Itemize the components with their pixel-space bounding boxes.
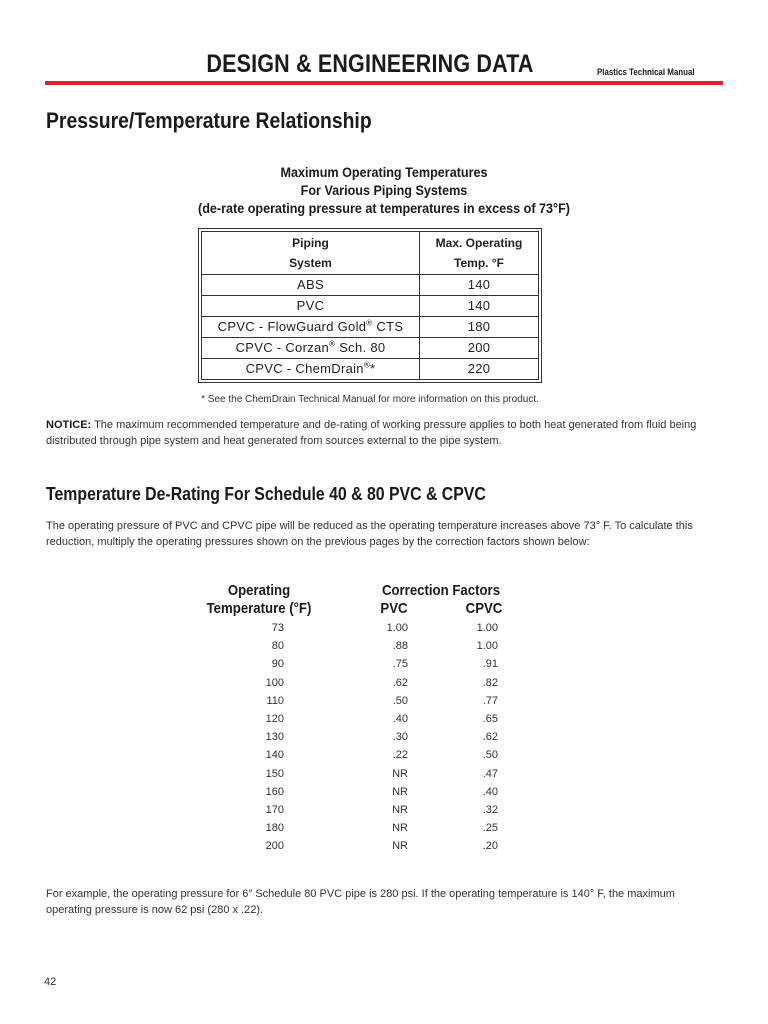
table-row (202, 338, 538, 359)
max-temp-cell: 180 (420, 317, 538, 338)
temperature-cell: 120 (265, 712, 284, 725)
list-item (0, 710, 768, 728)
table-row (202, 317, 538, 338)
max-temp-cell: 140 (420, 296, 538, 317)
notice-paragraph (46, 417, 722, 449)
example-paragraph: For example, the operating pressure for 6″ Schedule 80 PVC pipe is 280 psi. If the operating temperature is 140° F, the maximum operating pressure is now 62 psi (280 x .22). (46, 888, 675, 916)
page-number: 42 (44, 976, 57, 988)
cpvc-factor-cell: .32 (482, 803, 498, 816)
temperature-cell: 200 (265, 840, 284, 853)
table-row (202, 296, 538, 317)
temperature-cell: 180 (265, 822, 284, 835)
pvc-factor-cell: .40 (392, 712, 408, 725)
pvc-factor-cell: .22 (392, 749, 408, 762)
table-heading-line1: Maximum Operating Temperatures (280, 164, 488, 180)
pvc-factor-cell: NR (392, 785, 408, 798)
temperature-cell: 160 (265, 785, 284, 798)
temperature-cell: 100 (265, 676, 284, 689)
table-heading-line3: (de-rate operating pressure at temperatures in excess of 73°F) (198, 200, 570, 216)
manual-name: Plastics Technical Manual (597, 67, 695, 77)
list-item (0, 801, 768, 819)
cpvc-factor-cell: .40 (482, 785, 498, 798)
piping-system-header: Piping System (202, 232, 420, 275)
cpvc-factor-cell: .77 (482, 694, 498, 707)
list-item (0, 637, 768, 655)
correction-factor-table (0, 619, 768, 855)
list-item (0, 837, 768, 855)
list-item (0, 655, 768, 673)
cpvc-factor-cell: .50 (482, 749, 498, 762)
pvc-factor-cell: NR (392, 767, 408, 780)
pvc-column-header: PVC (380, 600, 408, 617)
cpvc-column-header: CPVC (465, 600, 503, 617)
temperature-cell: 110 (266, 694, 284, 707)
cpvc-factor-cell: .65 (482, 712, 498, 725)
list-item (0, 674, 768, 692)
pvc-factor-cell: NR (392, 822, 408, 835)
table-heading-line2: For Various Piping Systems (300, 182, 468, 198)
max-temp-header: Max. Operating Temp. °F (420, 232, 538, 275)
registered-mark: ® (366, 318, 373, 328)
pvc-factor-cell: .50 (392, 694, 408, 707)
cpvc-factor-cell: .91 (482, 658, 498, 671)
max-temp-cell: 140 (420, 275, 538, 296)
notice-label: NOTICE: (46, 419, 92, 431)
table-row (202, 275, 538, 296)
piping-system-cell: CPVC - FlowGuard Gold® CTS (202, 317, 420, 338)
cpvc-factor-cell: .25 (482, 822, 498, 835)
max-temp-cell: 220 (467, 361, 491, 376)
temperature-cell: 90 (271, 658, 284, 671)
pvc-factor-cell: .75 (392, 658, 408, 671)
list-item (0, 746, 768, 764)
list-item (0, 819, 768, 837)
derating-title: Temperature De-Rating For Schedule 40 & 80 PVC & CPVC (46, 484, 486, 504)
cpvc-factor-cell: .20 (482, 840, 498, 853)
temperature-cell: 73 (271, 622, 284, 634)
max-temperature-table (201, 231, 539, 380)
max-temp-cell: 200 (420, 338, 538, 359)
cpvc-factor-cell: .47 (482, 767, 498, 780)
table-row (202, 359, 538, 379)
registered-mark: ® (329, 339, 336, 349)
temperature-cell: 80 (271, 640, 284, 653)
temperature-cell: 150 (265, 767, 284, 780)
piping-system-cell: PVC (202, 296, 420, 317)
temperature-cell: 140 (265, 749, 284, 762)
temperature-cell: 170 (265, 803, 284, 816)
cpvc-factor-cell: 1.00 (476, 622, 498, 634)
piping-system-cell: CPVC - ChemDrain®* (202, 359, 420, 379)
header-divider (45, 81, 723, 85)
list-item (0, 765, 768, 783)
list-item (0, 692, 768, 710)
operating-temp-header: Operating Temperature (°F) (206, 582, 312, 617)
cpvc-factor-cell: .82 (482, 676, 498, 689)
pvc-factor-cell: NR (392, 803, 408, 816)
pvc-factor-cell: .62 (392, 676, 408, 689)
pvc-factor-cell: .88 (392, 640, 408, 653)
cpvc-factor-cell: 1.00 (476, 640, 498, 653)
list-item (0, 783, 768, 801)
pvc-factor-cell: 1.00 (386, 622, 408, 634)
list-item (0, 619, 768, 637)
table-header-row (202, 232, 538, 275)
registered-mark: ® (363, 360, 371, 370)
list-item (0, 728, 768, 746)
chemdrain-footnote: * See the ChemDrain Technical Manual for more information on this product. (201, 394, 539, 405)
section-title: Pressure/Temperature Relationship (46, 108, 372, 133)
temperature-cell: 130 (265, 731, 284, 744)
notice-text: The maximum recommended temperature and de-rating of working pressure applies to both heat generated from fluid being distributed through pipe system and heat generated from sources external to the pipe system. (46, 419, 697, 447)
document-header-title: DESIGN & ENGINEERING DATA (206, 50, 534, 78)
derating-intro: The operating pressure of PVC and CPVC pipe will be reduced as the operating temperature increases above 73° F. To calculate this reduction, multiply the operating pressures shown on the previous pages by the correction factors shown below: (46, 520, 693, 548)
cpvc-factor-cell: .62 (482, 731, 498, 744)
correction-factors-header: Correction Factors (381, 582, 501, 599)
piping-system-cell: ABS (202, 275, 420, 296)
piping-system-cell: CPVC - Corzan® Sch. 80 (202, 338, 420, 359)
pvc-factor-cell: NR (392, 840, 408, 853)
pvc-factor-cell: .30 (392, 731, 408, 744)
